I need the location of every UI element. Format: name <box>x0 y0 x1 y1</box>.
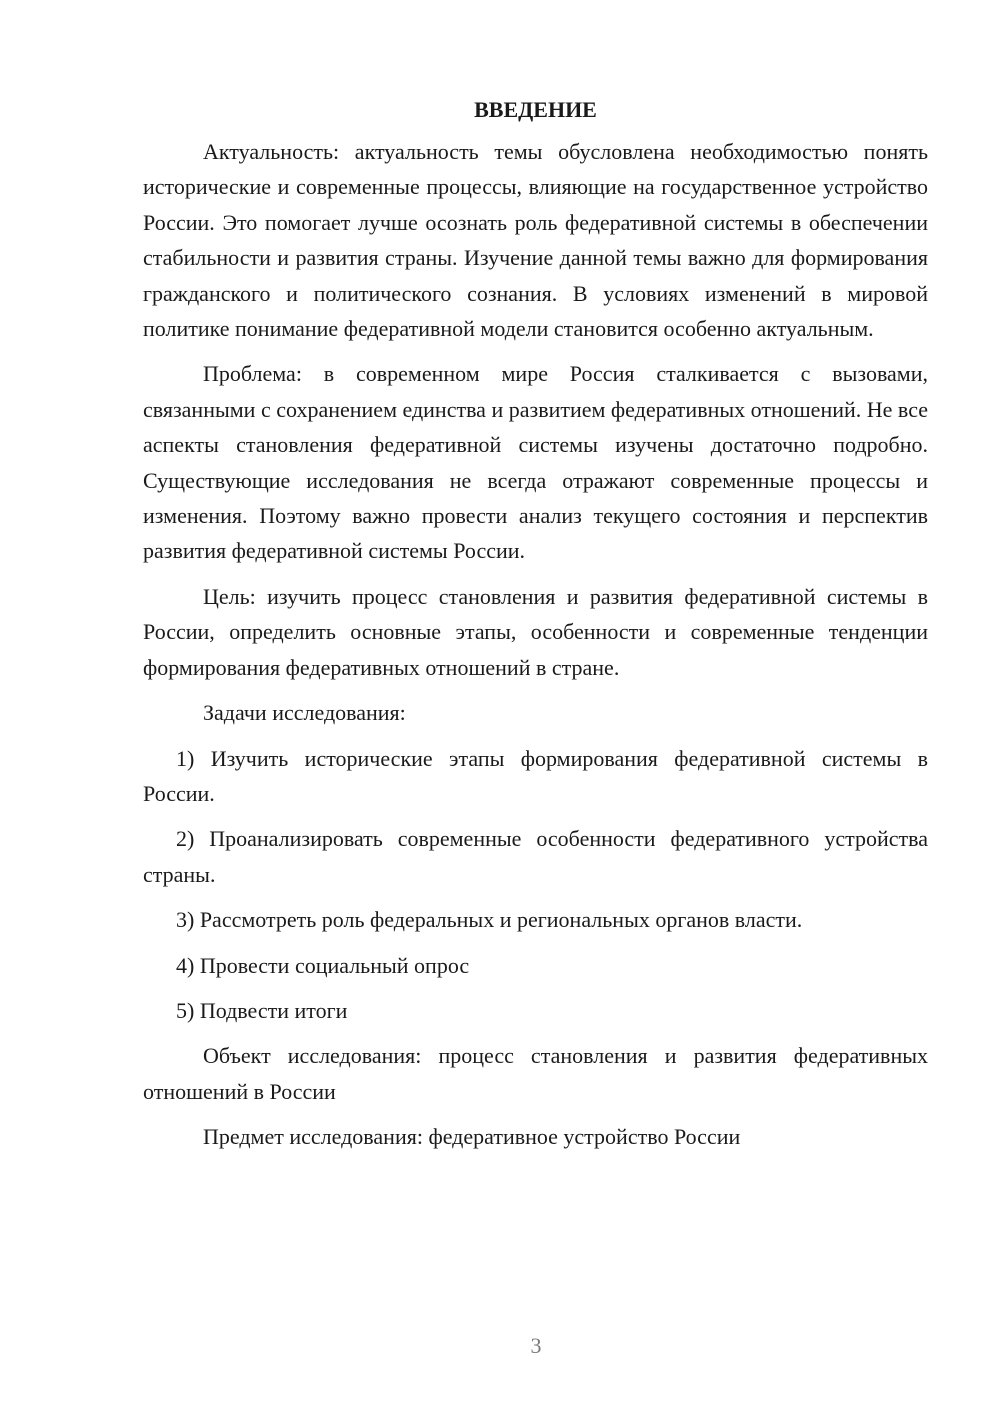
task-item-4: 4) Провести социальный опрос <box>176 952 470 978</box>
tasks-heading: Задачи исследования: <box>203 700 406 726</box>
task-item-5: 5) Подвести итоги <box>176 997 348 1023</box>
goal-paragraph: Цель: изучить процесс становления и развития федеративной системы в России, определить основные этапы, особенности и современные тенденции формирования федеративных отношений в стране. <box>143 583 928 680</box>
relevance-paragraph: Актуальность: актуальность темы обусловлена необходимостью понять исторические и современные процессы, влияющие на государственное устройство России. Это помогает лучше осознать роль федеративной системы в обеспечении стабильности и развития страны. Изучение данной темы важно для формирования гражданского и политического сознания. В условиях изменений в мировой политике понимание федеративной модели становится особенно актуальным. <box>143 139 928 342</box>
page-title: ВВЕДЕНИЕ <box>474 97 597 122</box>
subject-paragraph: Предмет исследования: федеративное устройство России <box>203 1124 741 1150</box>
task-item-2: 2) Проанализировать современные особенности федеративного устройства страны. <box>143 826 928 887</box>
object-paragraph: Объект исследования: процесс становления и развития федеративных отношений в России <box>143 1043 928 1104</box>
page-number: 3 <box>530 1333 542 1358</box>
task-item-3: 3) Рассмотреть роль федеральных и региональных органов власти. <box>176 907 803 933</box>
page-content <box>143 92 928 1165</box>
task-item-1: 1) Изучить исторические этапы формирования федеративной системы в России. <box>143 745 928 806</box>
problem-paragraph: Проблема: в современном мире Россия сталкивается с вызовами, связанными с сохранением единства и развитием федеративных отношений. Не все аспекты становления федеративной системы изучены достаточно подробно. Существующие исследования не всегда отражают современные процессы и изменения. Поэтому важно провести анализ текущего состояния и перспектив развития федеративной системы России. <box>143 361 928 564</box>
